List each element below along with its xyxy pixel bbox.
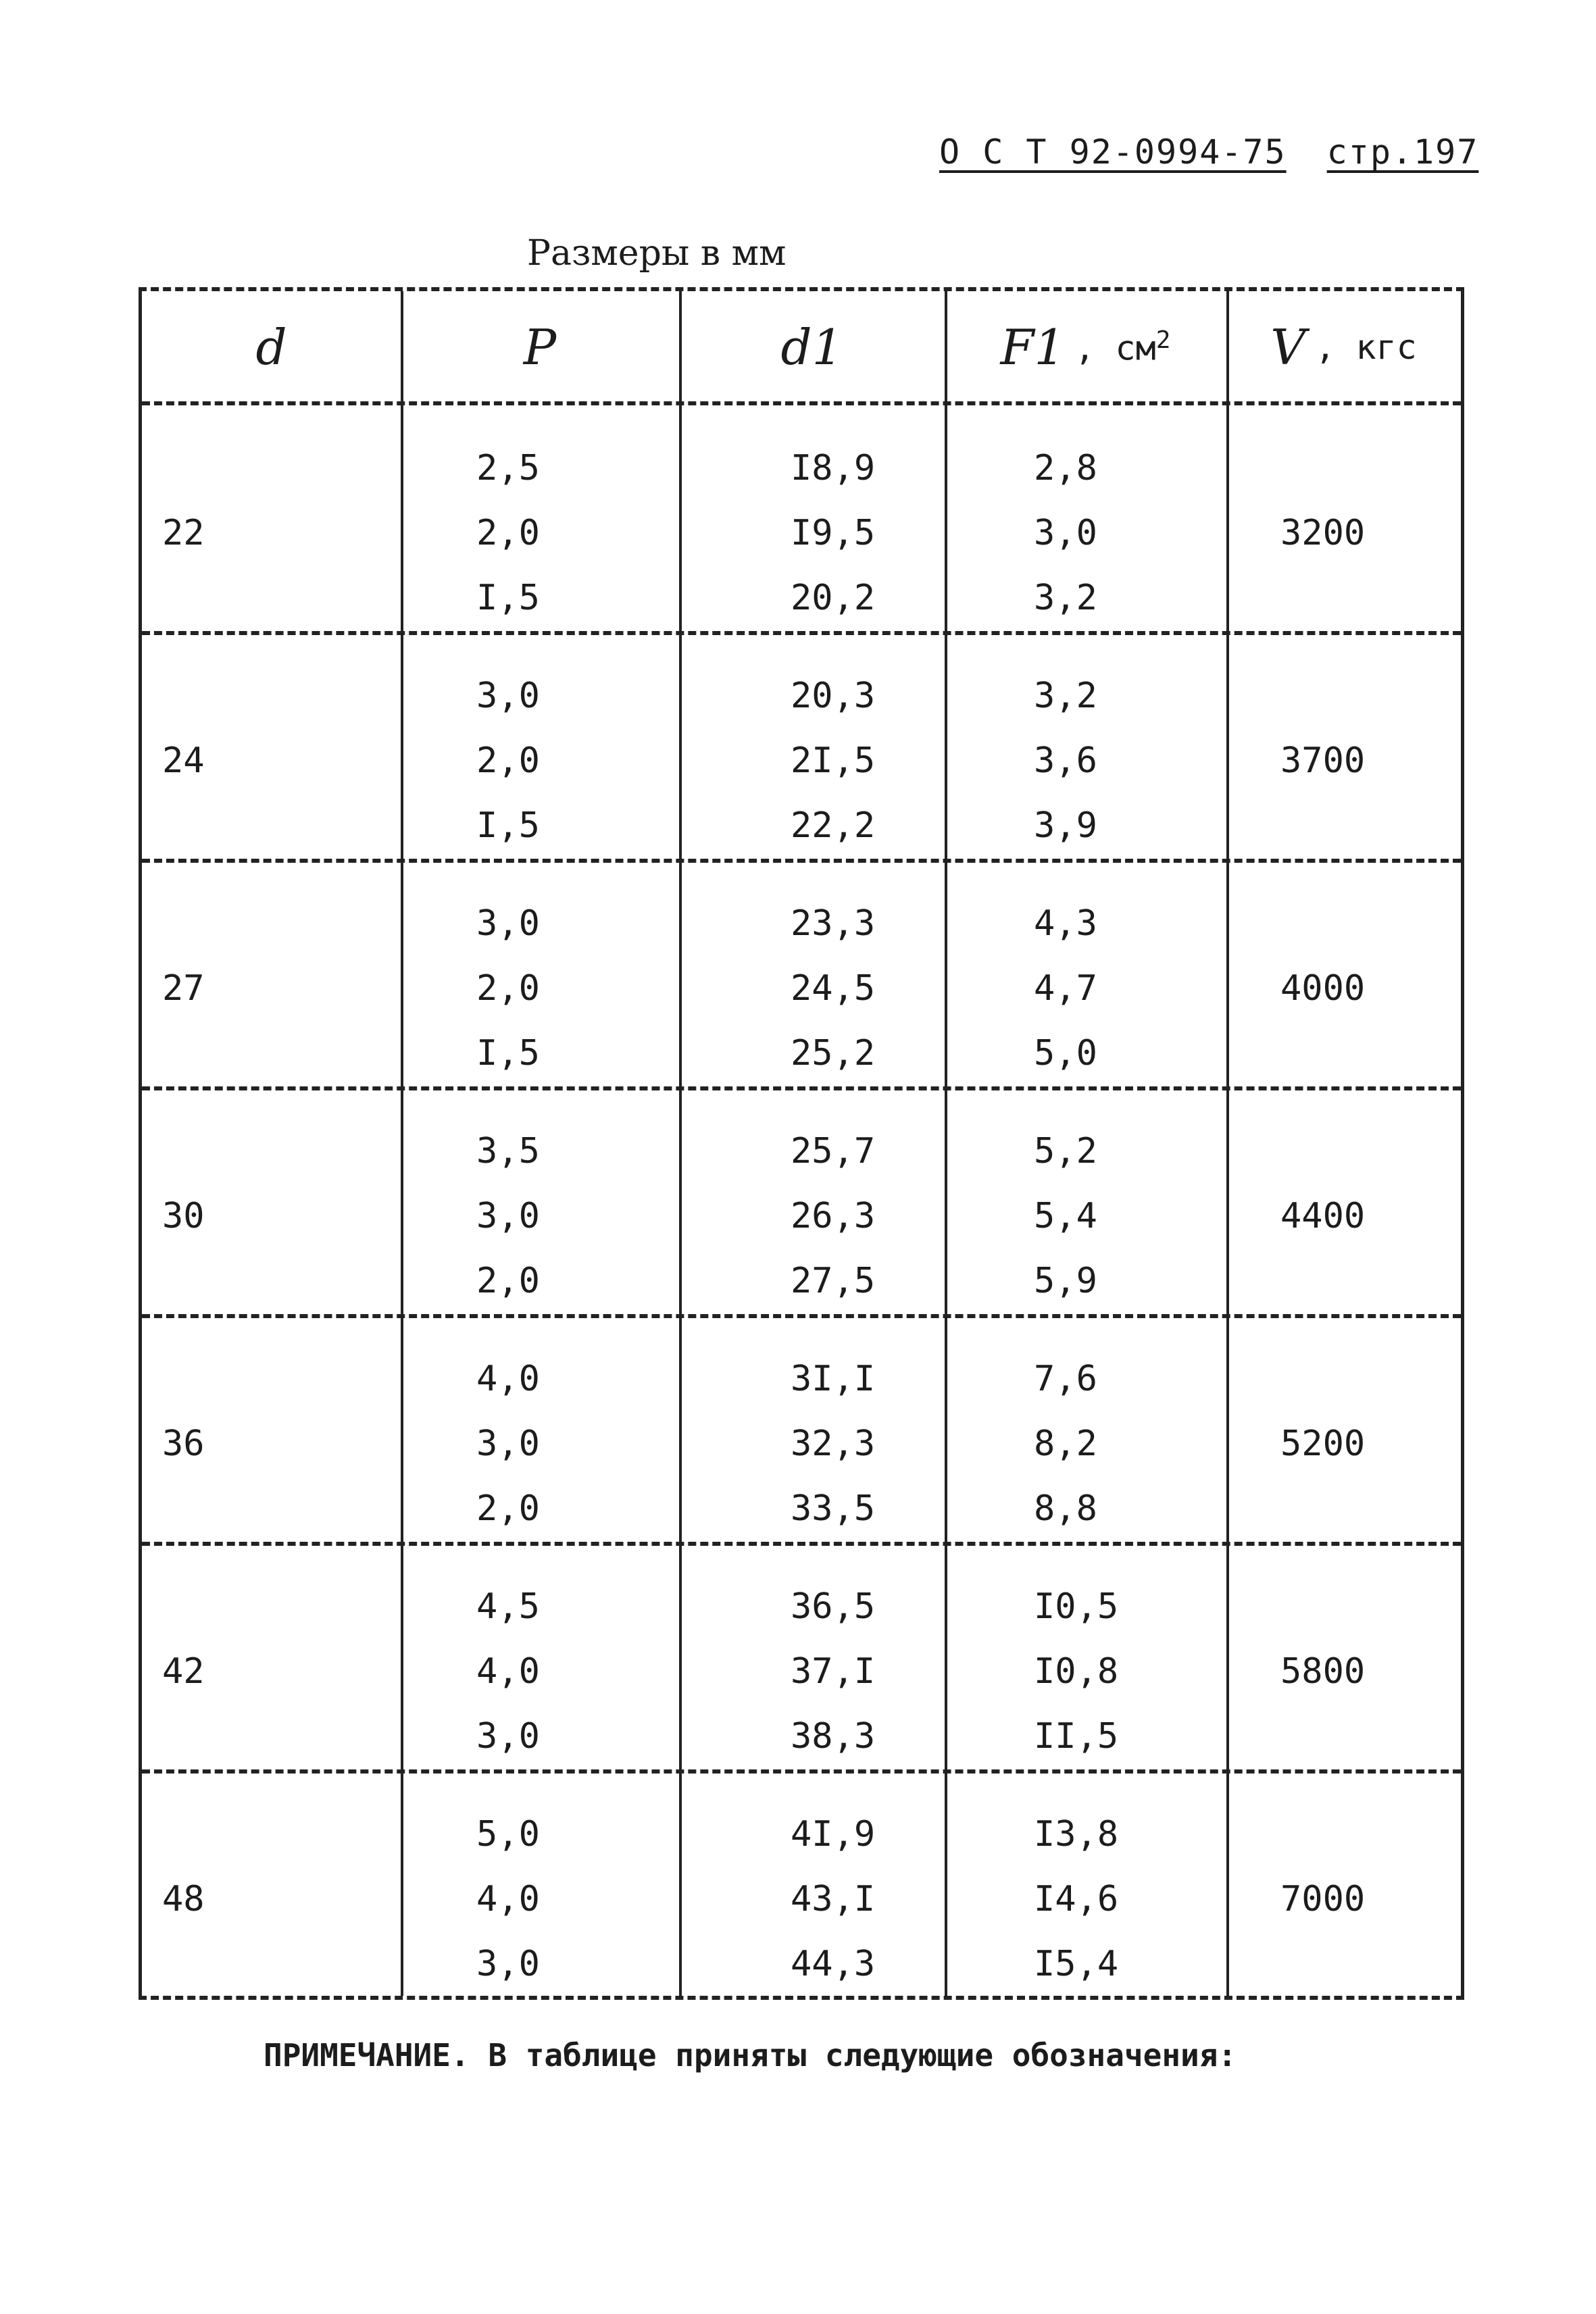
table-row-group <box>142 1544 1461 1771</box>
cell-p: 2,0 <box>476 740 540 781</box>
cell-d1: 43,I <box>791 1879 876 1919</box>
header-cell-v: V , кгс <box>1270 318 1417 376</box>
header-cell-f1: F 1 , $см^2$ <box>1000 318 1171 376</box>
cell-f1: 3,9 <box>1034 805 1097 846</box>
cell-f1: 5,4 <box>1034 1196 1097 1236</box>
header-symbol: d <box>255 318 287 376</box>
table-row-group <box>142 405 1461 633</box>
cell-f1: I5,4 <box>1034 1944 1119 1984</box>
cell-p: 2,0 <box>476 513 540 553</box>
cell-d1: 27,5 <box>791 1261 876 1301</box>
cell-p: 3,0 <box>476 1944 540 1984</box>
cell-f1: 3,2 <box>1034 676 1097 716</box>
cell-p: 2,0 <box>476 1488 540 1529</box>
cell-d1: I8,9 <box>791 448 876 488</box>
header-cell-d1 <box>679 291 945 403</box>
cell-d: 42 <box>162 1651 205 1692</box>
header-unit: см <box>1115 328 1156 368</box>
cell-p: 2,0 <box>476 968 540 1009</box>
header-cell-p <box>401 291 679 403</box>
table-row-group <box>142 1316 1461 1544</box>
table-row-group <box>142 1771 1461 1999</box>
cell-v: 4000 <box>1280 968 1366 1009</box>
cell-f1: I4,6 <box>1034 1879 1119 1919</box>
cell-p: I,5 <box>476 805 540 846</box>
cell-f1: 4,3 <box>1034 903 1097 944</box>
cell-f1: 5,0 <box>1034 1033 1097 1074</box>
cell-d1: 33,5 <box>791 1488 876 1529</box>
header-subscript: 1 <box>1034 318 1066 376</box>
cell-d1: 23,3 <box>791 903 876 944</box>
cell-d1: 3I,I <box>791 1359 876 1399</box>
header-subscript: 1 <box>812 318 843 376</box>
cell-v: 3200 <box>1280 513 1366 553</box>
cell-p: 4,0 <box>476 1651 540 1692</box>
cell-d: 24 <box>162 740 205 781</box>
cell-v: 5200 <box>1280 1424 1366 1464</box>
cell-f1: 3,0 <box>1034 513 1097 553</box>
cell-f1: 3,6 <box>1034 740 1097 781</box>
cell-v: 7000 <box>1280 1879 1366 1919</box>
cell-d1: 37,I <box>791 1651 876 1692</box>
header-unit: кгс <box>1355 327 1417 367</box>
cell-d1: 2I,5 <box>791 740 876 781</box>
table-row-group <box>142 1088 1461 1316</box>
header-symbol: F <box>1000 318 1034 376</box>
cell-f1: 4,7 <box>1034 968 1097 1009</box>
cell-p: I,5 <box>476 1033 540 1074</box>
cell-f1: 5,2 <box>1034 1131 1097 1172</box>
header-symbol: V <box>1270 318 1306 376</box>
cell-d1: 26,3 <box>791 1196 876 1236</box>
header-unit-power: 2 <box>1155 326 1171 354</box>
cell-p: 3,0 <box>476 676 540 716</box>
cell-d1: I9,5 <box>791 513 876 553</box>
cell-d1: 32,3 <box>791 1424 876 1464</box>
cell-f1: 2,8 <box>1034 448 1097 488</box>
cell-d: 48 <box>162 1879 205 1919</box>
cell-d: 36 <box>162 1424 205 1464</box>
cell-f1: I3,8 <box>1034 1814 1119 1855</box>
cell-p: 4,0 <box>476 1359 540 1399</box>
units-caption: Размеры в мм <box>527 233 787 274</box>
cell-p: 2,5 <box>476 448 540 488</box>
table-row-group <box>142 633 1461 861</box>
cell-p: 3,0 <box>476 1196 540 1236</box>
cell-f1: 8,8 <box>1034 1488 1097 1529</box>
cell-p: 5,0 <box>476 1814 540 1855</box>
cell-d1: 44,3 <box>791 1944 876 1984</box>
standard-header <box>939 132 1478 172</box>
cell-d1: 20,2 <box>791 578 876 618</box>
cell-f1: I0,5 <box>1034 1586 1119 1627</box>
cell-d: 30 <box>162 1196 205 1236</box>
cell-d1: 22,2 <box>791 805 876 846</box>
header-cell-d <box>142 291 401 403</box>
cell-p: 3,0 <box>476 1424 540 1464</box>
cell-p: I,5 <box>476 578 540 618</box>
cell-v: 3700 <box>1280 740 1366 781</box>
cell-d1: 25,2 <box>791 1033 876 1074</box>
cell-d1: 25,7 <box>791 1131 876 1172</box>
cell-p: 4,0 <box>476 1879 540 1919</box>
cell-p: 4,5 <box>476 1586 540 1627</box>
cell-p: 3,0 <box>476 1716 540 1757</box>
page-number: стр.197 <box>1326 132 1479 172</box>
cell-v: 5800 <box>1280 1651 1366 1692</box>
cell-d: 27 <box>162 968 205 1009</box>
cell-p: 3,5 <box>476 1131 540 1172</box>
cell-f1: 7,6 <box>1034 1359 1097 1399</box>
cell-d1: 20,3 <box>791 676 876 716</box>
cell-v: 4400 <box>1280 1196 1366 1236</box>
cell-d1: 4I,9 <box>791 1814 876 1855</box>
cell-d1: 36,5 <box>791 1586 876 1627</box>
cell-f1: I0,8 <box>1034 1651 1119 1692</box>
standard-code: О С Т 92-0994-75 <box>939 132 1287 172</box>
cell-f1: 8,2 <box>1034 1424 1097 1464</box>
table-note: ПРИМЕЧАНИЕ. В таблице приняты следующие обозначения: <box>264 2037 1237 2073</box>
cell-p: 2,0 <box>476 1261 540 1301</box>
table-row-group <box>142 861 1461 1088</box>
cell-f1: 3,2 <box>1034 578 1097 618</box>
cell-d1: 24,5 <box>791 968 876 1009</box>
cell-d1: 38,3 <box>791 1716 876 1757</box>
header-symbol: P <box>523 318 557 376</box>
cell-f1: 5,9 <box>1034 1261 1097 1301</box>
cell-p: 3,0 <box>476 903 540 944</box>
cell-d: 22 <box>162 513 205 553</box>
cell-f1: II,5 <box>1034 1716 1119 1757</box>
header-symbol: d <box>780 318 812 376</box>
thread-table <box>139 287 1464 2000</box>
